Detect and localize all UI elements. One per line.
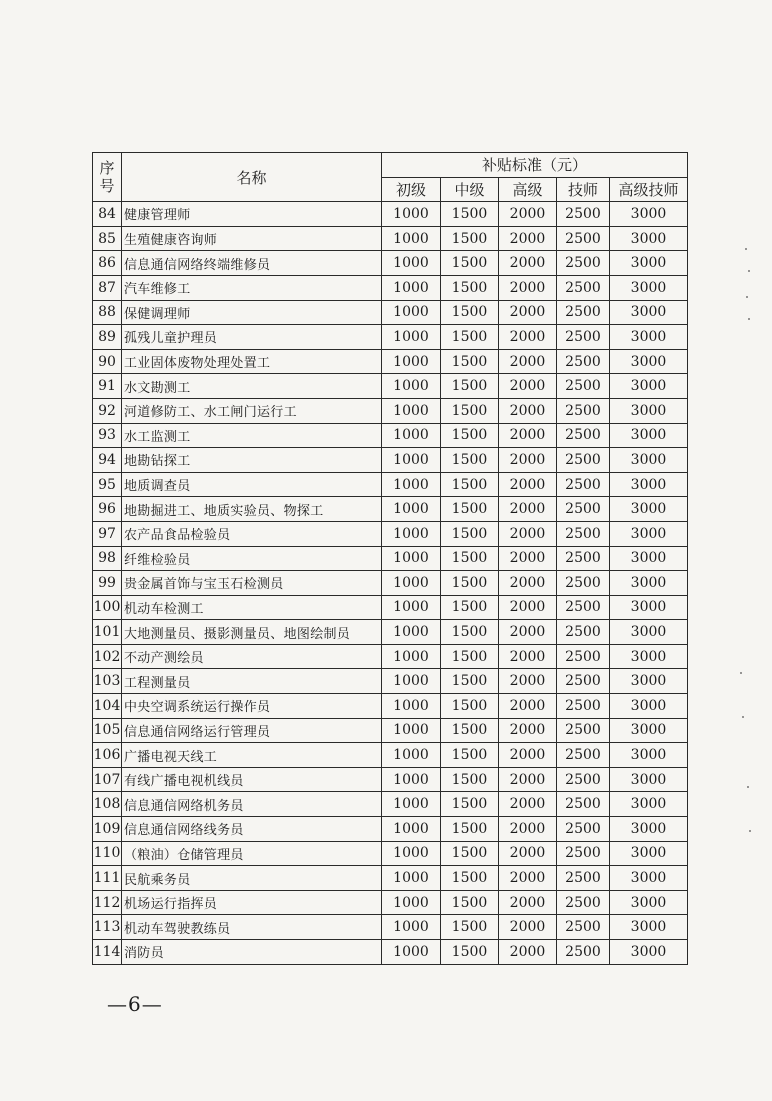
table-row: [93, 398, 688, 423]
occupation-name: 工业固体废物处理处置工: [122, 349, 382, 374]
occupation-name: 保健调理师: [122, 300, 382, 325]
subsidy-intermediate: 1500: [441, 398, 499, 423]
row-index: 92: [93, 398, 122, 423]
subsidy-senior: 2000: [499, 620, 557, 645]
subsidy-technician: 2500: [557, 546, 610, 571]
occupation-name: 水工监测工: [122, 423, 382, 448]
subsidy-intermediate: 1500: [441, 325, 499, 350]
subsidy-senior-technician: 3000: [610, 398, 688, 423]
table-row: [93, 472, 688, 497]
row-index: 107: [93, 767, 122, 792]
subsidy-senior: 2000: [499, 448, 557, 473]
subsidy-intermediate: 1500: [441, 571, 499, 596]
subsidy-junior: 1000: [382, 546, 441, 571]
occupation-name: 信息通信网络线务员: [122, 817, 382, 842]
subsidy-senior-technician: 3000: [610, 620, 688, 645]
subsidy-standard-header: 补贴标准（元）: [382, 153, 688, 178]
subsidy-technician: 2500: [557, 767, 610, 792]
subsidy-intermediate: 1500: [441, 423, 499, 448]
row-index: 96: [93, 497, 122, 522]
occupation-name: 民航乘务员: [122, 866, 382, 891]
subsidy-technician: 2500: [557, 423, 610, 448]
subsidy-senior: 2000: [499, 866, 557, 891]
subsidy-senior: 2000: [499, 300, 557, 325]
subsidy-senior: 2000: [499, 571, 557, 596]
subsidy-senior: 2000: [499, 521, 557, 546]
subsidy-technician: 2500: [557, 620, 610, 645]
row-index: 106: [93, 743, 122, 768]
occupation-name: 大地测量员、摄影测量员、地图绘制员: [122, 620, 382, 645]
subsidy-technician: 2500: [557, 448, 610, 473]
row-index: 95: [93, 472, 122, 497]
subsidy-intermediate: 1500: [441, 915, 499, 940]
row-index: 110: [93, 841, 122, 866]
subsidy-senior-technician: 3000: [610, 866, 688, 891]
row-index: 91: [93, 374, 122, 399]
subsidy-intermediate: 1500: [441, 940, 499, 965]
subsidy-junior: 1000: [382, 743, 441, 768]
subsidy-intermediate: 1500: [441, 448, 499, 473]
table-row: [93, 940, 688, 965]
occupation-name: 贵金属首饰与宝玉石检测员: [122, 571, 382, 596]
occupation-name: 河道修防工、水工闸门运行工: [122, 398, 382, 423]
subsidy-senior-technician: 3000: [610, 767, 688, 792]
subsidy-junior: 1000: [382, 890, 441, 915]
subsidy-junior: 1000: [382, 325, 441, 350]
subsidy-senior-technician: 3000: [610, 571, 688, 596]
subsidy-senior: 2000: [499, 940, 557, 965]
subsidy-senior-technician: 3000: [610, 694, 688, 719]
index-header: [93, 153, 122, 202]
subsidy-senior: 2000: [499, 423, 557, 448]
subsidy-intermediate: 1500: [441, 202, 499, 227]
subsidy-intermediate: 1500: [441, 743, 499, 768]
table-row: [93, 620, 688, 645]
subsidy-senior-technician: 3000: [610, 349, 688, 374]
subsidy-technician: 2500: [557, 521, 610, 546]
subsidy-senior: 2000: [499, 595, 557, 620]
occupation-name: 信息通信网络运行管理员: [122, 718, 382, 743]
occupation-name: 孤残儿童护理员: [122, 325, 382, 350]
subsidy-junior: 1000: [382, 694, 441, 719]
subsidy-intermediate: 1500: [441, 890, 499, 915]
subsidy-intermediate: 1500: [441, 669, 499, 694]
subsidy-intermediate: 1500: [441, 472, 499, 497]
subsidy-senior: 2000: [499, 767, 557, 792]
subsidy-intermediate: 1500: [441, 546, 499, 571]
subsidy-junior: 1000: [382, 940, 441, 965]
subsidy-senior-technician: 3000: [610, 497, 688, 522]
row-index: 108: [93, 792, 122, 817]
table-row: [93, 669, 688, 694]
subsidy-senior-technician: 3000: [610, 275, 688, 300]
subsidy-intermediate: 1500: [441, 251, 499, 276]
occupation-name: 机动车驾驶教练员: [122, 915, 382, 940]
subsidy-junior: 1000: [382, 251, 441, 276]
table-row: [93, 497, 688, 522]
subsidy-senior-technician: 3000: [610, 325, 688, 350]
scan-speck: [742, 716, 744, 718]
subsidy-senior: 2000: [499, 251, 557, 276]
occupation-name: 汽车维修工: [122, 275, 382, 300]
subsidy-technician: 2500: [557, 915, 610, 940]
row-index: 111: [93, 866, 122, 891]
scan-speck: [745, 248, 747, 250]
subsidy-junior: 1000: [382, 374, 441, 399]
subsidy-senior-technician: 3000: [610, 595, 688, 620]
subsidy-intermediate: 1500: [441, 275, 499, 300]
occupation-name: 工程测量员: [122, 669, 382, 694]
table-row: [93, 595, 688, 620]
subsidy-technician: 2500: [557, 251, 610, 276]
subsidy-junior: 1000: [382, 571, 441, 596]
subsidy-senior: 2000: [499, 694, 557, 719]
row-index: 94: [93, 448, 122, 473]
subsidy-technician: 2500: [557, 817, 610, 842]
scan-speck: [748, 270, 750, 272]
subsidy-technician: 2500: [557, 792, 610, 817]
table-row: [93, 374, 688, 399]
subsidy-technician: 2500: [557, 743, 610, 768]
subsidy-intermediate: 1500: [441, 620, 499, 645]
row-index: 100: [93, 595, 122, 620]
subsidy-senior: 2000: [499, 546, 557, 571]
row-index: 87: [93, 275, 122, 300]
subsidy-junior: 1000: [382, 915, 441, 940]
level-header-junior: 初级: [382, 177, 441, 202]
occupation-name: 中央空调系统运行操作员: [122, 694, 382, 719]
subsidy-intermediate: 1500: [441, 595, 499, 620]
subsidy-junior: 1000: [382, 669, 441, 694]
subsidy-technician: 2500: [557, 472, 610, 497]
subsidy-junior: 1000: [382, 620, 441, 645]
subsidy-junior: 1000: [382, 472, 441, 497]
scan-speck: [748, 318, 750, 320]
subsidy-technician: 2500: [557, 349, 610, 374]
subsidy-senior-technician: 3000: [610, 718, 688, 743]
subsidy-technician: 2500: [557, 694, 610, 719]
subsidy-junior: 1000: [382, 595, 441, 620]
row-index: 85: [93, 226, 122, 251]
row-index: 89: [93, 325, 122, 350]
table-row: [93, 251, 688, 276]
subsidy-junior: 1000: [382, 521, 441, 546]
occupation-name: 有线广播电视机线员: [122, 767, 382, 792]
subsidy-intermediate: 1500: [441, 300, 499, 325]
subsidy-senior: 2000: [499, 644, 557, 669]
subsidy-senior-technician: 3000: [610, 300, 688, 325]
subsidy-senior-technician: 3000: [610, 521, 688, 546]
subsidy-senior: 2000: [499, 472, 557, 497]
subsidy-table-container: [92, 152, 687, 965]
row-index: 84: [93, 202, 122, 227]
table-row: [93, 644, 688, 669]
subsidy-senior: 2000: [499, 792, 557, 817]
subsidy-senior: 2000: [499, 202, 557, 227]
subsidy-senior-technician: 3000: [610, 202, 688, 227]
subsidy-junior: 1000: [382, 644, 441, 669]
subsidy-junior: 1000: [382, 866, 441, 891]
subsidy-technician: 2500: [557, 374, 610, 399]
subsidy-junior: 1000: [382, 226, 441, 251]
subsidy-senior: 2000: [499, 743, 557, 768]
scan-speck: [740, 672, 742, 674]
occupation-name: 广播电视天线工: [122, 743, 382, 768]
subsidy-technician: 2500: [557, 300, 610, 325]
table-row: [93, 694, 688, 719]
header-row-top: [93, 153, 688, 178]
subsidy-intermediate: 1500: [441, 349, 499, 374]
level-header-intermediate: 中级: [441, 177, 499, 202]
subsidy-senior: 2000: [499, 669, 557, 694]
table-row: [93, 300, 688, 325]
table-row: [93, 448, 688, 473]
table-row: [93, 817, 688, 842]
subsidy-senior-technician: 3000: [610, 448, 688, 473]
row-index: 104: [93, 694, 122, 719]
subsidy-senior-technician: 3000: [610, 841, 688, 866]
table-row: [93, 841, 688, 866]
occupation-name: 水文勘测工: [122, 374, 382, 399]
row-index: 102: [93, 644, 122, 669]
subsidy-technician: 2500: [557, 890, 610, 915]
subsidy-technician: 2500: [557, 940, 610, 965]
occupation-name: 不动产测绘员: [122, 644, 382, 669]
subsidy-intermediate: 1500: [441, 497, 499, 522]
occupation-name: 农产品食品检验员: [122, 521, 382, 546]
table-row: [93, 915, 688, 940]
subsidy-junior: 1000: [382, 792, 441, 817]
subsidy-senior-technician: 3000: [610, 669, 688, 694]
subsidy-technician: 2500: [557, 866, 610, 891]
row-index: 109: [93, 817, 122, 842]
index-header-top: 序: [99, 159, 115, 178]
subsidy-senior-technician: 3000: [610, 472, 688, 497]
subsidy-intermediate: 1500: [441, 694, 499, 719]
row-index: 97: [93, 521, 122, 546]
subsidy-senior: 2000: [499, 817, 557, 842]
subsidy-senior-technician: 3000: [610, 817, 688, 842]
subsidy-technician: 2500: [557, 595, 610, 620]
subsidy-senior-technician: 3000: [610, 940, 688, 965]
table-row: [93, 767, 688, 792]
subsidy-technician: 2500: [557, 718, 610, 743]
subsidy-intermediate: 1500: [441, 718, 499, 743]
subsidy-intermediate: 1500: [441, 866, 499, 891]
occupation-name: 机场运行指挥员: [122, 890, 382, 915]
subsidy-junior: 1000: [382, 398, 441, 423]
row-index: 90: [93, 349, 122, 374]
scan-speck: [749, 830, 751, 832]
index-header-bottom: 号: [99, 177, 115, 196]
table-row: [93, 423, 688, 448]
subsidy-senior-technician: 3000: [610, 792, 688, 817]
subsidy-intermediate: 1500: [441, 644, 499, 669]
subsidy-intermediate: 1500: [441, 767, 499, 792]
subsidy-technician: 2500: [557, 226, 610, 251]
subsidy-senior-technician: 3000: [610, 226, 688, 251]
subsidy-senior: 2000: [499, 915, 557, 940]
table-row: [93, 325, 688, 350]
subsidy-technician: 2500: [557, 669, 610, 694]
subsidy-senior: 2000: [499, 226, 557, 251]
row-index: 88: [93, 300, 122, 325]
table-row: [93, 718, 688, 743]
table-row: [93, 571, 688, 596]
occupation-name: 地质调查员: [122, 472, 382, 497]
row-index: 98: [93, 546, 122, 571]
subsidy-junior: 1000: [382, 202, 441, 227]
scan-speck: [746, 296, 748, 298]
subsidy-junior: 1000: [382, 817, 441, 842]
occupation-name: 信息通信网络终端维修员: [122, 251, 382, 276]
subsidy-technician: 2500: [557, 325, 610, 350]
subsidy-junior: 1000: [382, 423, 441, 448]
occupation-name: 消防员: [122, 940, 382, 965]
row-index: 103: [93, 669, 122, 694]
subsidy-junior: 1000: [382, 275, 441, 300]
level-header-senior: 高级: [499, 177, 557, 202]
subsidy-junior: 1000: [382, 497, 441, 522]
subsidy-technician: 2500: [557, 202, 610, 227]
occupation-name: 信息通信网络机务员: [122, 792, 382, 817]
subsidy-junior: 1000: [382, 349, 441, 374]
occupation-name: 生殖健康咨询师: [122, 226, 382, 251]
row-index: 99: [93, 571, 122, 596]
subsidy-senior: 2000: [499, 890, 557, 915]
name-header: 名称: [122, 153, 382, 202]
subsidy-junior: 1000: [382, 718, 441, 743]
row-index: 112: [93, 890, 122, 915]
subsidy-intermediate: 1500: [441, 817, 499, 842]
subsidy-intermediate: 1500: [441, 792, 499, 817]
subsidy-senior: 2000: [499, 275, 557, 300]
table-row: [93, 792, 688, 817]
scan-speck: [747, 786, 749, 788]
level-header-senior-technician: 高级技师: [610, 177, 688, 202]
occupation-name: 纤维检验员: [122, 546, 382, 571]
row-index: 86: [93, 251, 122, 276]
subsidy-senior-technician: 3000: [610, 644, 688, 669]
subsidy-technician: 2500: [557, 571, 610, 596]
subsidy-junior: 1000: [382, 300, 441, 325]
row-index: 114: [93, 940, 122, 965]
subsidy-senior-technician: 3000: [610, 915, 688, 940]
level-header-technician: 技师: [557, 177, 610, 202]
subsidy-senior-technician: 3000: [610, 546, 688, 571]
subsidy-intermediate: 1500: [441, 226, 499, 251]
subsidy-technician: 2500: [557, 841, 610, 866]
occupation-name: 地勘钻探工: [122, 448, 382, 473]
table-row: [93, 546, 688, 571]
table-row: [93, 521, 688, 546]
subsidy-technician: 2500: [557, 275, 610, 300]
subsidy-senior-technician: 3000: [610, 251, 688, 276]
subsidy-senior: 2000: [499, 325, 557, 350]
occupation-name: 机动车检测工: [122, 595, 382, 620]
table-row: [93, 202, 688, 227]
subsidy-senior: 2000: [499, 374, 557, 399]
subsidy-senior-technician: 3000: [610, 890, 688, 915]
row-index: 101: [93, 620, 122, 645]
subsidy-intermediate: 1500: [441, 374, 499, 399]
table-row: [93, 890, 688, 915]
subsidy-technician: 2500: [557, 644, 610, 669]
subsidy-junior: 1000: [382, 448, 441, 473]
subsidy-intermediate: 1500: [441, 521, 499, 546]
table-row: [93, 275, 688, 300]
row-index: 105: [93, 718, 122, 743]
occupation-name: （粮油）仓储管理员: [122, 841, 382, 866]
table-row: [93, 743, 688, 768]
table-row: [93, 349, 688, 374]
occupation-name: 地勘掘进工、地质实验员、物探工: [122, 497, 382, 522]
subsidy-senior: 2000: [499, 718, 557, 743]
page-number: —6—: [107, 992, 163, 1016]
subsidy-junior: 1000: [382, 841, 441, 866]
subsidy-senior: 2000: [499, 398, 557, 423]
occupation-name: 健康管理师: [122, 202, 382, 227]
subsidy-senior-technician: 3000: [610, 374, 688, 399]
subsidy-senior-technician: 3000: [610, 743, 688, 768]
table-row: [93, 866, 688, 891]
subsidy-technician: 2500: [557, 398, 610, 423]
subsidy-senior: 2000: [499, 497, 557, 522]
subsidy-technician: 2500: [557, 497, 610, 522]
subsidy-senior-technician: 3000: [610, 423, 688, 448]
subsidy-junior: 1000: [382, 767, 441, 792]
subsidy-table: [92, 152, 688, 965]
subsidy-intermediate: 1500: [441, 841, 499, 866]
row-index: 113: [93, 915, 122, 940]
table-row: [93, 226, 688, 251]
subsidy-senior: 2000: [499, 349, 557, 374]
subsidy-senior: 2000: [499, 841, 557, 866]
row-index: 93: [93, 423, 122, 448]
